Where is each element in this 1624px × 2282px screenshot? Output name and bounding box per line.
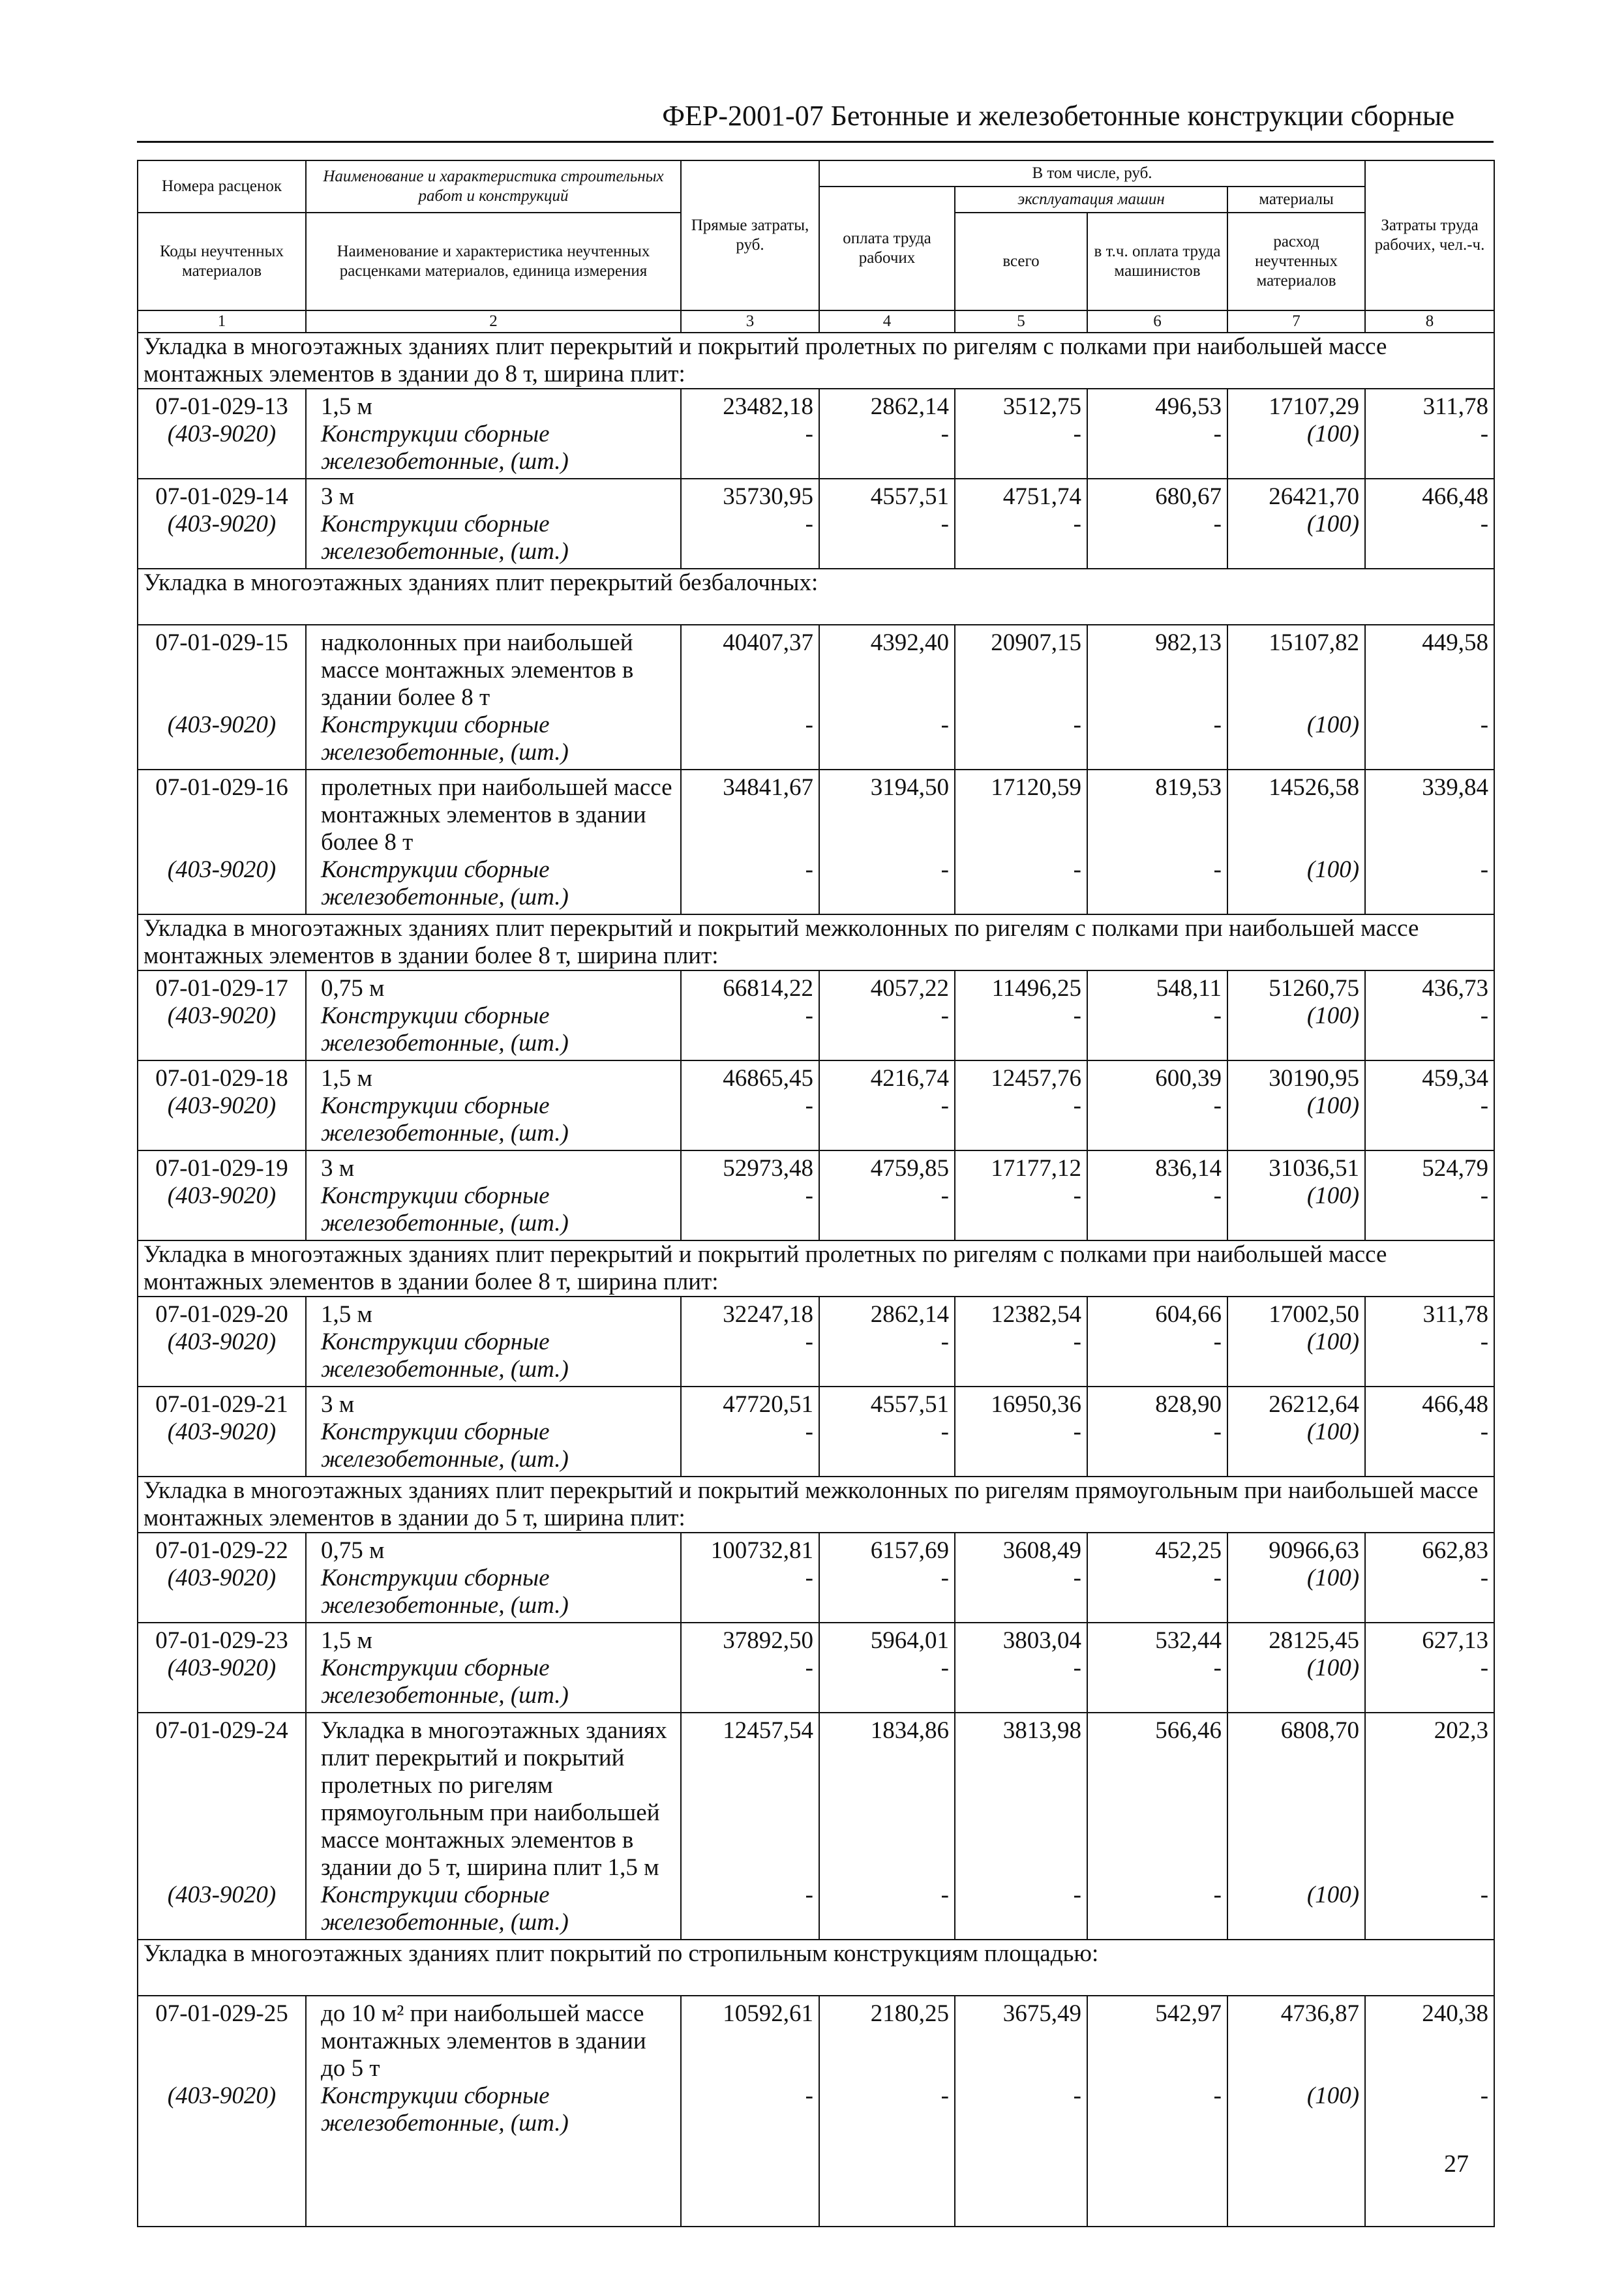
machines-total-cell: 3803,04 xyxy=(955,1623,1087,1655)
dash-cell: - xyxy=(1365,2082,1494,2140)
dash-cell: - xyxy=(1087,712,1227,770)
dash-cell: - xyxy=(681,856,819,914)
col1-bottom-header: Коды неучтенных материалов xyxy=(138,213,306,310)
section-header-row xyxy=(138,333,1494,389)
direct-cost-cell: 47720,51 xyxy=(681,1387,819,1419)
direct-cost-cell: 34841,67 xyxy=(681,770,819,856)
dash-cell: - xyxy=(1087,1882,1227,1940)
dash-cell: - xyxy=(819,1419,955,1477)
material-row xyxy=(138,511,1494,569)
labor-cost-cell: 466,48 xyxy=(1365,479,1494,511)
material-code: (403-9020) xyxy=(138,1002,306,1060)
dash-cell: - xyxy=(1365,1002,1494,1060)
material-share-cell: (100) xyxy=(1227,1419,1365,1477)
work-description: 0,75 м xyxy=(306,970,681,1002)
material-share-cell: (100) xyxy=(1227,1882,1365,1940)
section-title: Укладка в многоэтажных зданиях плит перекрытий безбалочных: xyxy=(138,569,1494,625)
work-description: 1,5 м xyxy=(306,1623,681,1655)
dash-cell: - xyxy=(819,1882,955,1940)
col-number: 5 xyxy=(955,310,1087,333)
col2-top-header: Наименование и характеристика строительных работ и конструкций xyxy=(306,160,681,213)
dash-cell: - xyxy=(819,1655,955,1713)
dash-cell: - xyxy=(1087,1565,1227,1623)
dash-cell: - xyxy=(955,1565,1087,1623)
machines-total-cell: 17120,59 xyxy=(955,770,1087,856)
material-name: Конструкции сборные железобетонные, (шт.) xyxy=(306,1565,681,1623)
dash-cell: - xyxy=(819,712,955,770)
dash-cell: - xyxy=(681,421,819,479)
machines-total-cell: 20907,15 xyxy=(955,625,1087,712)
work-description: 3 м xyxy=(306,479,681,511)
table-bottom-filler xyxy=(138,2140,1494,2227)
col1-top-header: Номера расценок xyxy=(138,160,306,213)
material-name: Конструкции сборные железобетонные, (шт.) xyxy=(306,1655,681,1713)
section-header-row xyxy=(138,914,1494,970)
work-description: 3 м xyxy=(306,1150,681,1182)
dash-cell: - xyxy=(819,856,955,914)
materials-cost-cell: 6808,70 xyxy=(1227,1713,1365,1882)
labor-cost-cell: 459,34 xyxy=(1365,1060,1494,1092)
dash-cell: - xyxy=(819,1182,955,1240)
section-header-row xyxy=(138,1940,1494,1996)
dash-cell: - xyxy=(955,1329,1087,1387)
rate-code: 07-01-029-17 xyxy=(138,970,306,1002)
materials-cost-cell: 28125,45 xyxy=(1227,1623,1365,1655)
materials-cost-cell: 17107,29 xyxy=(1227,389,1365,421)
materials-cost-cell: 90966,63 xyxy=(1227,1533,1365,1565)
labor-pay-cell: 2180,25 xyxy=(819,1996,955,2082)
section-title: Укладка в многоэтажных зданиях плит перекрытий и покрытий пролетных по ригелям с полками при наибольшей массе монтажных элементов в здании более 8 т, ширина плит: xyxy=(138,1240,1494,1297)
dash-cell: - xyxy=(819,511,955,569)
material-row xyxy=(138,1655,1494,1713)
dash-cell: - xyxy=(955,856,1087,914)
dash-cell: - xyxy=(955,1882,1087,1940)
dash-cell: - xyxy=(681,1882,819,1940)
col-number: 1 xyxy=(138,310,306,333)
section-header-row xyxy=(138,1477,1494,1533)
work-description: до 10 м² при наибольшей массе монтажных элементов в здании до 5 т xyxy=(306,1996,681,2082)
material-share-cell: (100) xyxy=(1227,856,1365,914)
material-code: (403-9020) xyxy=(138,511,306,569)
col-number: 2 xyxy=(306,310,681,333)
table-header xyxy=(138,160,1494,333)
direct-cost-cell: 12457,54 xyxy=(681,1713,819,1882)
dash-cell: - xyxy=(819,1565,955,1623)
labor-pay-cell: 1834,86 xyxy=(819,1713,955,1882)
material-name: Конструкции сборные железобетонные, (шт.) xyxy=(306,1002,681,1060)
section-title: Укладка в многоэтажных зданиях плит перекрытий и покрытий межколонных по ригелям с полками при наибольшей массе монтажных элементов в здании более 8 т, ширина плит: xyxy=(138,914,1494,970)
machines-total-cell: 12457,76 xyxy=(955,1060,1087,1092)
machinist-pay-cell: 836,14 xyxy=(1087,1150,1227,1182)
materials-cost-cell: 51260,75 xyxy=(1227,970,1365,1002)
material-name: Конструкции сборные железобетонные, (шт.) xyxy=(306,712,681,770)
dash-cell: - xyxy=(955,1182,1087,1240)
machinist-pay-cell: 542,97 xyxy=(1087,1996,1227,2082)
dash-cell: - xyxy=(1087,511,1227,569)
dash-cell: - xyxy=(1087,1655,1227,1713)
table-row xyxy=(138,970,1494,1002)
material-code: (403-9020) xyxy=(138,712,306,770)
labor-costs-header: Затраты труда рабочих, чел.-ч. xyxy=(1365,160,1494,310)
labor-pay-cell: 2862,14 xyxy=(819,1297,955,1329)
direct-cost-cell: 100732,81 xyxy=(681,1533,819,1565)
section-header-row xyxy=(138,569,1494,625)
labor-cost-cell: 466,48 xyxy=(1365,1387,1494,1419)
material-code: (403-9020) xyxy=(138,1655,306,1713)
material-row xyxy=(138,1882,1494,1940)
rate-code: 07-01-029-24 xyxy=(138,1713,306,1882)
section-header-row xyxy=(138,1240,1494,1297)
empty-cell xyxy=(1227,2140,1365,2227)
material-share-cell: (100) xyxy=(1227,1002,1365,1060)
work-description: 3 м xyxy=(306,1387,681,1419)
dash-cell: - xyxy=(1365,856,1494,914)
machines-total-cell: 3813,98 xyxy=(955,1713,1087,1882)
dash-cell: - xyxy=(681,1092,819,1150)
direct-cost-cell: 66814,22 xyxy=(681,970,819,1002)
table-row xyxy=(138,479,1494,511)
labor-pay-cell: 4216,74 xyxy=(819,1060,955,1092)
labor-cost-cell: 311,78 xyxy=(1365,389,1494,421)
rate-code: 07-01-029-22 xyxy=(138,1533,306,1565)
work-description: 1,5 м xyxy=(306,1297,681,1329)
material-name: Конструкции сборные железобетонные, (шт.) xyxy=(306,1092,681,1150)
empty-cell xyxy=(681,2140,819,2227)
dash-cell: - xyxy=(681,1419,819,1477)
rate-code: 07-01-029-15 xyxy=(138,625,306,712)
table-row xyxy=(138,1996,1494,2082)
materials-cost-cell: 26212,64 xyxy=(1227,1387,1365,1419)
direct-costs-header: Прямые затраты, руб. xyxy=(681,160,819,310)
machinist-pay-cell: 819,53 xyxy=(1087,770,1227,856)
material-name: Конструкции сборные железобетонные, (шт.) xyxy=(306,511,681,569)
labor-pay-cell: 5964,01 xyxy=(819,1623,955,1655)
dash-cell: - xyxy=(1365,511,1494,569)
materials-cost-cell: 17002,50 xyxy=(1227,1297,1365,1329)
dash-cell: - xyxy=(819,1329,955,1387)
dash-cell: - xyxy=(955,1655,1087,1713)
machines-total-cell: 3608,49 xyxy=(955,1533,1087,1565)
work-description: пролетных при наибольшей массе монтажных элементов в здании более 8 т xyxy=(306,770,681,856)
dash-cell: - xyxy=(681,1182,819,1240)
material-name: Конструкции сборные железобетонные, (шт.) xyxy=(306,1182,681,1240)
empty-cell xyxy=(138,2140,306,2227)
dash-cell: - xyxy=(955,1092,1087,1150)
material-name: Конструкции сборные железобетонные, (шт.) xyxy=(306,1329,681,1387)
col-number: 4 xyxy=(819,310,955,333)
materials-cost-cell: 4736,87 xyxy=(1227,1996,1365,2082)
dash-cell: - xyxy=(1087,1329,1227,1387)
col2-bottom-header: Наименование и характеристика неучтенных расценками материалов, единица измерения xyxy=(306,213,681,310)
material-name: Конструкции сборные железобетонные, (шт.) xyxy=(306,856,681,914)
material-code: (403-9020) xyxy=(138,1329,306,1387)
direct-cost-cell: 23482,18 xyxy=(681,389,819,421)
materials-cost-cell: 15107,82 xyxy=(1227,625,1365,712)
machinist-pay-cell: 600,39 xyxy=(1087,1060,1227,1092)
page-header xyxy=(137,98,1494,143)
work-description: 0,75 м xyxy=(306,1533,681,1565)
material-share-cell: (100) xyxy=(1227,421,1365,479)
rate-code: 07-01-029-21 xyxy=(138,1387,306,1419)
col-number: 7 xyxy=(1227,310,1365,333)
direct-cost-cell: 32247,18 xyxy=(681,1297,819,1329)
unaccounted-materials-header: расход неучтенных материалов xyxy=(1227,213,1365,310)
labor-cost-cell: 240,38 xyxy=(1365,1996,1494,2082)
empty-cell xyxy=(306,2140,681,2227)
rate-code: 07-01-029-16 xyxy=(138,770,306,856)
direct-cost-cell: 37892,50 xyxy=(681,1623,819,1655)
direct-cost-cell: 52973,48 xyxy=(681,1150,819,1182)
rate-code: 07-01-029-20 xyxy=(138,1297,306,1329)
dash-cell: - xyxy=(1087,421,1227,479)
section-title: Укладка в многоэтажных зданиях плит перекрытий и покрытий пролетных по ригелям с полками при наибольшей массе монтажных элементов в здании до 8 т, ширина плит: xyxy=(138,333,1494,389)
dash-cell: - xyxy=(1365,1329,1494,1387)
dash-cell: - xyxy=(1365,1565,1494,1623)
dash-cell: - xyxy=(681,1655,819,1713)
table-row xyxy=(138,1387,1494,1419)
dash-cell: - xyxy=(681,2082,819,2140)
rate-code: 07-01-029-18 xyxy=(138,1060,306,1092)
dash-cell: - xyxy=(1087,1182,1227,1240)
labor-pay-cell: 4057,22 xyxy=(819,970,955,1002)
materials-cost-cell: 14526,58 xyxy=(1227,770,1365,856)
rate-code: 07-01-029-14 xyxy=(138,479,306,511)
rate-code: 07-01-029-25 xyxy=(138,1996,306,2082)
labor-pay-cell: 3194,50 xyxy=(819,770,955,856)
labor-cost-cell: 339,84 xyxy=(1365,770,1494,856)
table-row xyxy=(138,625,1494,712)
machinist-pay-cell: 566,46 xyxy=(1087,1713,1227,1882)
work-description: 1,5 м xyxy=(306,1060,681,1092)
machines-total-cell: 11496,25 xyxy=(955,970,1087,1002)
table-row xyxy=(138,389,1494,421)
dash-cell: - xyxy=(681,511,819,569)
material-row xyxy=(138,2082,1494,2140)
dash-cell: - xyxy=(955,2082,1087,2140)
dash-cell: - xyxy=(681,712,819,770)
machines-total-cell: 16950,36 xyxy=(955,1387,1087,1419)
materials-cost-cell: 26421,70 xyxy=(1227,479,1365,511)
table-body xyxy=(138,333,1494,2227)
dash-cell: - xyxy=(1087,2082,1227,2140)
dash-cell: - xyxy=(819,2082,955,2140)
col-number: 3 xyxy=(681,310,819,333)
labor-cost-cell: 202,3 xyxy=(1365,1713,1494,1882)
material-row xyxy=(138,1092,1494,1150)
machinist-pay-cell: 452,25 xyxy=(1087,1533,1227,1565)
page-number: 27 xyxy=(1444,2150,1469,2178)
machinist-pay-cell: 532,44 xyxy=(1087,1623,1227,1655)
dash-cell: - xyxy=(1365,1882,1494,1940)
machines-total-cell: 4751,74 xyxy=(955,479,1087,511)
material-code: (403-9020) xyxy=(138,1882,306,1940)
col-number: 8 xyxy=(1365,310,1494,333)
rates-table xyxy=(137,160,1495,2227)
rate-code: 07-01-029-13 xyxy=(138,389,306,421)
material-share-cell: (100) xyxy=(1227,2082,1365,2140)
dash-cell: - xyxy=(1087,1002,1227,1060)
machines-header: эксплуатация машин xyxy=(955,187,1227,213)
material-share-cell: (100) xyxy=(1227,511,1365,569)
labor-cost-cell: 627,13 xyxy=(1365,1623,1494,1655)
material-name: Конструкции сборные железобетонные, (шт.) xyxy=(306,421,681,479)
material-row xyxy=(138,1419,1494,1477)
empty-cell xyxy=(819,2140,955,2227)
dash-cell: - xyxy=(1365,1182,1494,1240)
machinist-pay-header: в т.ч. оплата труда машинистов xyxy=(1087,213,1227,310)
material-row xyxy=(138,1565,1494,1623)
material-name: Конструкции сборные железобетонные, (шт.) xyxy=(306,1882,681,1940)
material-row xyxy=(138,421,1494,479)
empty-cell xyxy=(1087,2140,1227,2227)
labor-pay-header: оплата труда рабочих xyxy=(819,187,955,310)
material-share-cell: (100) xyxy=(1227,712,1365,770)
dash-cell: - xyxy=(1365,1092,1494,1150)
section-title: Укладка в многоэтажных зданиях плит перекрытий и покрытий межколонных по ригелям прямоугольным при наибольшей массе монтажных элементов в здании до 5 т, ширина плит: xyxy=(138,1477,1494,1533)
machinist-pay-cell: 496,53 xyxy=(1087,389,1227,421)
machinist-pay-cell: 680,67 xyxy=(1087,479,1227,511)
material-row xyxy=(138,1329,1494,1387)
direct-cost-cell: 10592,61 xyxy=(681,1996,819,2082)
table-row xyxy=(138,770,1494,856)
dash-cell: - xyxy=(955,1002,1087,1060)
labor-cost-cell: 311,78 xyxy=(1365,1297,1494,1329)
labor-pay-cell: 4392,40 xyxy=(819,625,955,712)
work-description: Укладка в многоэтажных зданиях плит перекрытий и покрытий пролетных по ригелям прямоугольным при наибольшей массе монтажных элементов в здании до 5 т, ширина плит 1,5 м xyxy=(306,1713,681,1882)
machines-total-cell: 12382,54 xyxy=(955,1297,1087,1329)
rate-code: 07-01-029-23 xyxy=(138,1623,306,1655)
machinist-pay-cell: 982,13 xyxy=(1087,625,1227,712)
machines-total-cell: 3512,75 xyxy=(955,389,1087,421)
material-share-cell: (100) xyxy=(1227,1655,1365,1713)
labor-pay-cell: 6157,69 xyxy=(819,1533,955,1565)
table-row xyxy=(138,1533,1494,1565)
labor-pay-cell: 4557,51 xyxy=(819,1387,955,1419)
machines-total-cell: 3675,49 xyxy=(955,1996,1087,2082)
dash-cell: - xyxy=(1087,1419,1227,1477)
material-row xyxy=(138,1002,1494,1060)
table-row xyxy=(138,1150,1494,1182)
material-code: (403-9020) xyxy=(138,856,306,914)
labor-cost-cell: 524,79 xyxy=(1365,1150,1494,1182)
col-number: 6 xyxy=(1087,310,1227,333)
material-row xyxy=(138,856,1494,914)
dash-cell: - xyxy=(819,421,955,479)
machines-total-header: всего xyxy=(955,213,1087,310)
work-description: 1,5 м xyxy=(306,389,681,421)
direct-cost-cell: 40407,37 xyxy=(681,625,819,712)
material-code: (403-9020) xyxy=(138,2082,306,2140)
running-title: ФЕР-2001-07 Бетонные и железобетонные конструкции сборные xyxy=(662,100,1454,132)
machinist-pay-cell: 548,11 xyxy=(1087,970,1227,1002)
dash-cell: - xyxy=(1365,1655,1494,1713)
labor-pay-cell: 4557,51 xyxy=(819,479,955,511)
machines-total-cell: 17177,12 xyxy=(955,1150,1087,1182)
table-row xyxy=(138,1623,1494,1655)
dash-cell: - xyxy=(1087,856,1227,914)
material-share-cell: (100) xyxy=(1227,1329,1365,1387)
column-numbers-row xyxy=(138,310,1494,333)
material-name: Конструкции сборные железобетонные, (шт.) xyxy=(306,1419,681,1477)
machinist-pay-cell: 604,66 xyxy=(1087,1297,1227,1329)
dash-cell: - xyxy=(955,712,1087,770)
material-name: Конструкции сборные железобетонные, (шт.) xyxy=(306,2082,681,2140)
material-code: (403-9020) xyxy=(138,1565,306,1623)
empty-cell xyxy=(955,2140,1087,2227)
dash-cell: - xyxy=(955,421,1087,479)
material-share-cell: (100) xyxy=(1227,1092,1365,1150)
empty-cell xyxy=(1365,2140,1494,2227)
rate-code: 07-01-029-19 xyxy=(138,1150,306,1182)
dash-cell: - xyxy=(1365,1419,1494,1477)
dash-cell: - xyxy=(1365,712,1494,770)
labor-cost-cell: 436,73 xyxy=(1365,970,1494,1002)
labor-cost-cell: 662,83 xyxy=(1365,1533,1494,1565)
table-row xyxy=(138,1297,1494,1329)
work-description: надколонных при наибольшей массе монтажных элементов в здании более 8 т xyxy=(306,625,681,712)
materials-cost-cell: 31036,51 xyxy=(1227,1150,1365,1182)
labor-pay-cell: 4759,85 xyxy=(819,1150,955,1182)
dash-cell: - xyxy=(819,1092,955,1150)
material-code: (403-9020) xyxy=(138,1419,306,1477)
material-share-cell: (100) xyxy=(1227,1565,1365,1623)
dash-cell: - xyxy=(955,511,1087,569)
dash-cell: - xyxy=(681,1002,819,1060)
direct-cost-cell: 46865,45 xyxy=(681,1060,819,1092)
direct-cost-cell: 35730,95 xyxy=(681,479,819,511)
dash-cell: - xyxy=(1365,421,1494,479)
machinist-pay-cell: 828,90 xyxy=(1087,1387,1227,1419)
section-title: Укладка в многоэтажных зданиях плит покрытий по стропильным конструкциям площадью: xyxy=(138,1940,1494,1996)
material-share-cell: (100) xyxy=(1227,1182,1365,1240)
material-code: (403-9020) xyxy=(138,1092,306,1150)
materials-cost-cell: 30190,95 xyxy=(1227,1060,1365,1092)
dash-cell: - xyxy=(819,1002,955,1060)
labor-pay-cell: 2862,14 xyxy=(819,389,955,421)
material-code: (403-9020) xyxy=(138,1182,306,1240)
materials-header: материалы xyxy=(1227,187,1365,213)
dash-cell: - xyxy=(1087,1092,1227,1150)
material-code: (403-9020) xyxy=(138,421,306,479)
dash-cell: - xyxy=(681,1565,819,1623)
including-header: В том числе, руб. xyxy=(819,160,1365,187)
table-row xyxy=(138,1060,1494,1092)
labor-cost-cell: 449,58 xyxy=(1365,625,1494,712)
material-row xyxy=(138,712,1494,770)
material-row xyxy=(138,1182,1494,1240)
table-row xyxy=(138,1713,1494,1882)
dash-cell: - xyxy=(681,1329,819,1387)
dash-cell: - xyxy=(955,1419,1087,1477)
